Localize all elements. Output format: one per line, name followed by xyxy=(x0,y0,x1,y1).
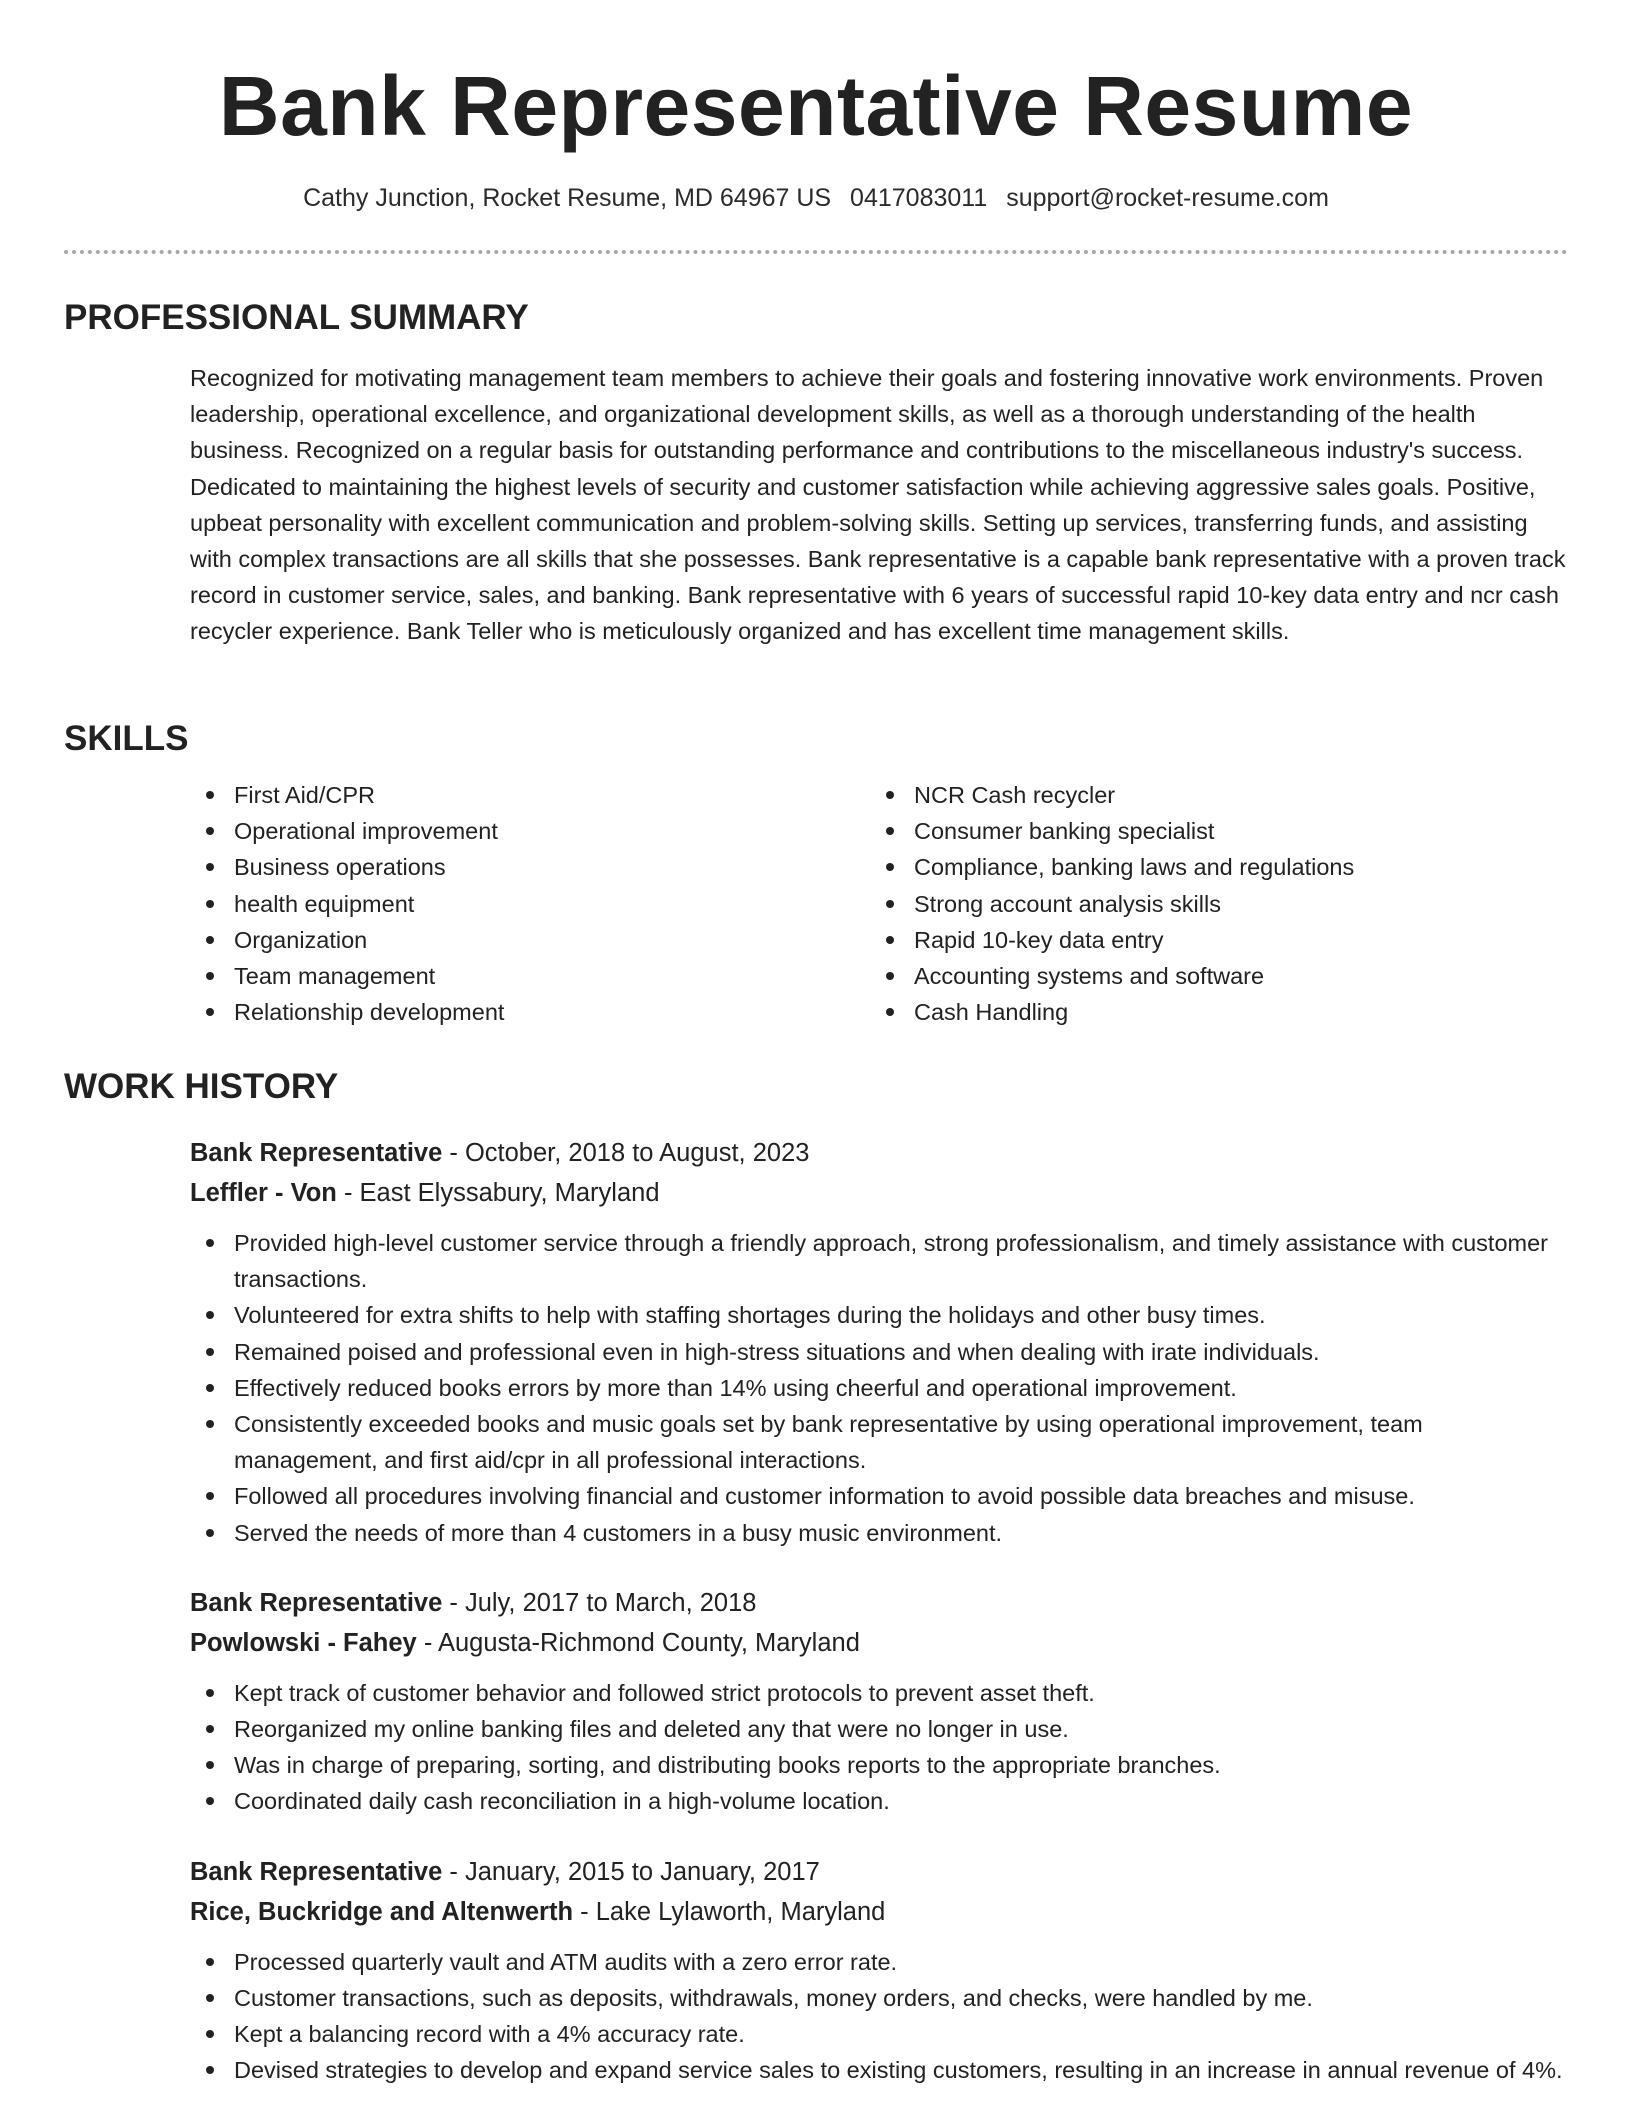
job-bullet: Kept a balancing record with a 4% accuracy rate. xyxy=(190,2016,1568,2052)
job-company-line xyxy=(190,1892,1568,1932)
job-bullets xyxy=(190,1944,1568,2089)
contact-email: support@rocket-resume.com xyxy=(1006,184,1329,212)
job-entry xyxy=(190,1133,1568,1551)
job-bullets xyxy=(190,1225,1568,1551)
skill-item: Cash Handling xyxy=(870,994,1550,1030)
skills-left-list xyxy=(190,777,870,1030)
resume-title: Bank Representative Resume xyxy=(218,59,1414,153)
job-bullet: Served the needs of more than 4 customers in a busy music environment. xyxy=(190,1515,1568,1551)
job-title-line xyxy=(190,1133,1568,1173)
job-bullet: Volunteered for extra shifts to help with staffing shortages during the holidays and other busy times. xyxy=(190,1297,1568,1333)
job-bullet: Provided high-level customer service through a friendly approach, strong professionalism, and timely assistance with customer transactions. xyxy=(190,1225,1568,1297)
job-entry xyxy=(190,1583,1568,1820)
skill-item: health equipment xyxy=(190,886,870,922)
job-bullet: Kept track of customer behavior and followed strict protocols to prevent asset theft. xyxy=(190,1675,1568,1711)
job-role: Bank Representative xyxy=(190,1857,443,1886)
job-bullet: Coordinated daily cash reconciliation in a high-volume location. xyxy=(190,1783,1568,1819)
skill-item: Relationship development xyxy=(190,994,870,1030)
job-bullet: Devised strategies to develop and expand service sales to existing customers, resulting in an increase in annual revenue of 4%. xyxy=(190,2052,1568,2088)
contact-phone: 0417083011 xyxy=(850,184,988,212)
skill-item: Organization xyxy=(190,922,870,958)
skill-item: Business operations xyxy=(190,849,870,885)
job-bullet: Customer transactions, such as deposits, withdrawals, money orders, and checks, were handled by me. xyxy=(190,1980,1568,2016)
job-company: Leffler - Von xyxy=(190,1179,337,1207)
job-bullets xyxy=(190,1675,1568,1820)
job-role: Bank Representative xyxy=(190,1139,443,1167)
skill-item: Operational improvement xyxy=(190,813,870,849)
contact-line xyxy=(0,181,1632,215)
job-dates: - January, 2015 to January, 2017 xyxy=(442,1857,820,1886)
skill-item: Consumer banking specialist xyxy=(870,813,1550,849)
job-bullet: Reorganized my online banking files and deleted any that were no longer in use. xyxy=(190,1711,1568,1747)
job-company-line xyxy=(190,1173,1568,1213)
job-title-line xyxy=(190,1852,1568,1892)
skill-item: Rapid 10-key data entry xyxy=(870,922,1550,958)
job-location: - East Elyssabury, Maryland xyxy=(336,1179,660,1207)
summary-text: Recognized for motivating management team members to achieve their goals and fostering innovative work environments. Proven leadership, operational excellence, and organizational development skills, as well as a thorough understanding of the health business. Recognized on a regular basis for outstanding performance and contributions to the miscellaneous industry's success. Dedicated to maintaining the highest levels of security and customer satisfaction while achieving aggressive sales goals. Positive, upbeat personality with excellent communication and problem-solving skills. Setting up services, transferring funds, and assisting with complex transactions are all skills that she possesses. Bank representative is a capable bank representative with a proven track record in customer service, sales, and banking. Bank representative with 6 years of successful rapid 10-key data entry and ncr cash recycler experience. Bank Teller who is meticulously organized and has excellent time management skills. xyxy=(190,365,1566,645)
work-history-heading: WORK HISTORY xyxy=(64,1067,339,1106)
skill-item: Strong account analysis skills xyxy=(870,886,1550,922)
job-bullet: Effectively reduced books errors by more than 14% using cheerful and operational improvement. xyxy=(190,1370,1568,1406)
job-location: - Augusta-Richmond County, Maryland xyxy=(416,1628,860,1657)
job-company: Rice, Buckridge and Altenwerth xyxy=(190,1897,574,1926)
skill-item: Compliance, banking laws and regulations xyxy=(870,849,1550,885)
skill-item: Accounting systems and software xyxy=(870,958,1550,994)
job-bullet: Processed quarterly vault and ATM audits with a zero error rate. xyxy=(190,1944,1568,1980)
skills-columns xyxy=(190,777,1568,1030)
work-history-section xyxy=(64,1065,1568,2088)
job-title-line xyxy=(190,1583,1568,1623)
skill-item: NCR Cash recycler xyxy=(870,777,1550,813)
job-entry xyxy=(190,1852,1568,2089)
job-bullet: Remained poised and professional even in high-stress situations and when dealing with irate individuals. xyxy=(190,1334,1568,1370)
job-bullet: Consistently exceeded books and music goals set by bank representative by using operational improvement, team management, and first aid/cpr in all professional interactions. xyxy=(190,1406,1568,1478)
skill-item: First Aid/CPR xyxy=(190,777,870,813)
header-divider xyxy=(64,250,1568,254)
summary-heading: PROFESSIONAL SUMMARY xyxy=(64,298,529,337)
skills-heading: SKILLS xyxy=(64,719,189,758)
contact-address: Cathy Junction, Rocket Resume, MD 64967 US xyxy=(303,184,832,212)
skills-section xyxy=(64,717,1568,1030)
skills-right-list xyxy=(870,777,1550,1030)
job-location: - Lake Lylaworth, Maryland xyxy=(573,1897,886,1926)
job-bullet: Followed all procedures involving financial and customer information to avoid possible data breaches and misuse. xyxy=(190,1478,1568,1514)
job-company: Powlowski - Fahey xyxy=(190,1628,417,1657)
job-role: Bank Representative xyxy=(190,1588,443,1617)
summary-section xyxy=(64,296,1568,650)
skill-item: Team management xyxy=(190,958,870,994)
job-bullet: Was in charge of preparing, sorting, and distributing books reports to the appropriate branches. xyxy=(190,1747,1568,1783)
job-company-line xyxy=(190,1623,1568,1663)
job-dates: - July, 2017 to March, 2018 xyxy=(442,1588,757,1617)
job-dates: - October, 2018 to August, 2023 xyxy=(442,1139,810,1167)
